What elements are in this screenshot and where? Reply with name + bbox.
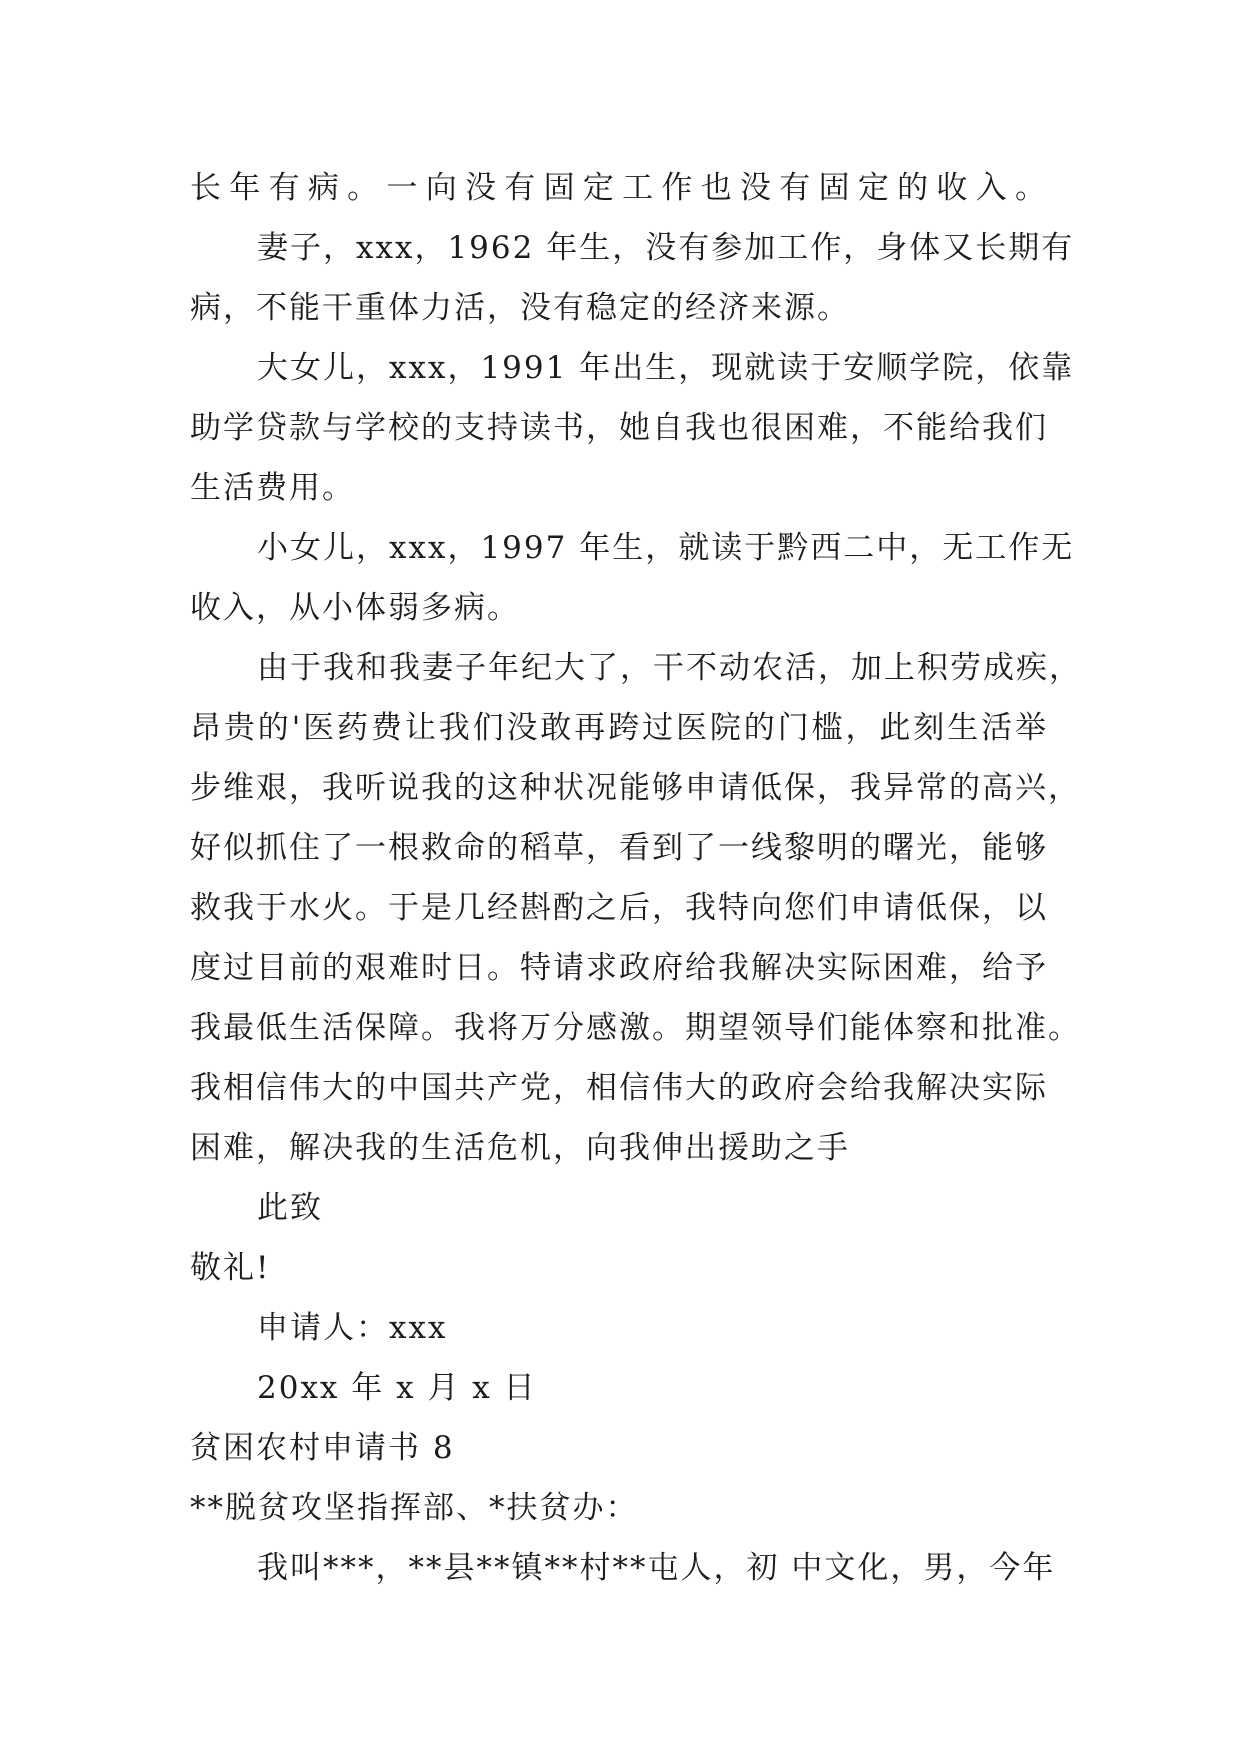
text-line: 小女儿，xxx，1997 年生，就读于黔西二中，无工作无: [257, 530, 1075, 566]
text-line: 救我于水火。于是几经斟酌之后，我特向您们申请低保，以: [190, 890, 1048, 926]
text-line: 困难，解决我的生活危机，向我伸出援助之手: [190, 1130, 850, 1166]
text-line: 我最低生活保障。我将万分感激。期望领导们能体察和批准。: [190, 1010, 1081, 1046]
text-line: 助学贷款与学校的支持读书，她自我也很困难，不能给我们: [190, 410, 1048, 446]
text-line: 昂贵的'医药费让我们没敢再跨过医院的门槛，此刻生活举: [190, 710, 1048, 746]
applicant-signature: 申请人：xxx: [257, 1310, 448, 1346]
closing-regards: 敬礼!: [190, 1250, 271, 1286]
text-line: 妻子，xxx，1962 年生，没有参加工作，身体又长期有: [257, 230, 1075, 266]
text-line: 大女儿，xxx，1991 年出生，现就读于安顺学院，依靠: [257, 350, 1075, 386]
text-line: 由于我和我妻子年纪大了，干不动农活，加上积劳成疾，: [257, 650, 1082, 686]
text-line: 病，不能干重体力活，没有稳定的经济来源。: [190, 290, 850, 326]
closing-salutation: 此致: [257, 1190, 323, 1226]
addressee-line: **脱贫攻坚指挥部、*扶贫办：: [190, 1490, 639, 1526]
text-line: 收入，从小体弱多病。: [190, 590, 520, 626]
date-line: 20xx 年 x 月 x 日: [257, 1370, 537, 1406]
text-line: 度过目前的艰难时日。特请求政府给我解决实际困难，给予: [190, 950, 1048, 986]
text-line: 步维艰，我听说我的这种状况能够申请低保，我异常的高兴，: [190, 770, 1081, 806]
text-line: 长年有病。一向没有固定工作也没有固定的收入。: [190, 170, 1048, 206]
text-line: 生活费用。: [190, 470, 355, 506]
text-line: 好似抓住了一根救命的稻草，看到了一线黎明的曙光，能够: [190, 830, 1048, 866]
text-line: 我叫***，**县**镇**村**屯人，初 中文化，男，今年: [257, 1550, 1056, 1586]
text-line: 我相信伟大的中国共产党，相信伟大的政府会给我解决实际: [190, 1070, 1048, 1106]
section-title: 贫困农村申请书 8: [190, 1430, 455, 1466]
